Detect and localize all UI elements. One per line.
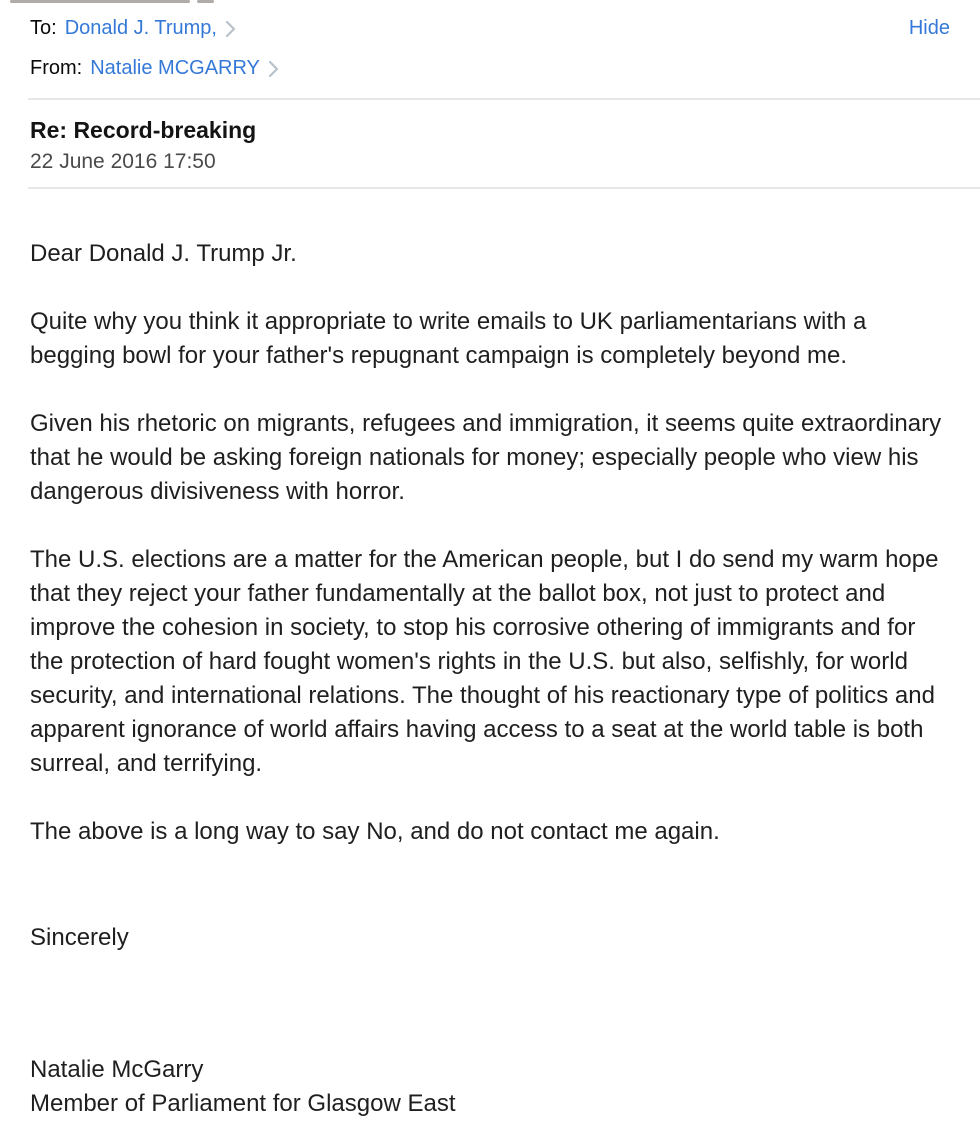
sender-contact-link[interactable]: Natalie MCGARRY — [90, 56, 260, 79]
from-row — [30, 48, 950, 88]
cropped-content-artifact — [197, 0, 214, 3]
chevron-right-icon[interactable] — [268, 60, 279, 78]
to-label: To: — [30, 16, 57, 39]
date-line: 22 June 2016 17:50 — [30, 150, 216, 173]
paragraph: Quite why you think it appropriate to write emails to UK parliamentarians with a begging bowl for your father's repugnant campaign is completely beyond me. — [30, 308, 867, 369]
paragraph: Given his rhetoric on migrants, refugees and immigration, it seems quite extraordinary that he would be asking foreign nationals for money; especially people who view his dangerous divisiveness with horror. — [30, 410, 942, 505]
hide-button[interactable]: Hide — [908, 16, 950, 39]
chevron-right-icon[interactable] — [225, 20, 236, 38]
email-body — [0, 189, 980, 1121]
email-header — [0, 0, 980, 88]
signature-name: Natalie McGarry — [30, 1056, 204, 1083]
subject-block — [0, 100, 980, 187]
cropped-content-artifact — [10, 0, 190, 3]
recipient-contact-link[interactable]: Donald J. Trump, — [64, 16, 217, 39]
paragraph: The U.S. elections are a matter for the American people, but I do send my warm hope that they reject your father fundamentally at the ballot box, not just to protect and improve the cohesion in society, to stop his corrosive othering of immigrants and for the protection of hard fought women's rights in the U.S. but also, selfishly, for world security, and international relations. The thought of his reactionary type of politics and apparent ignorance of world affairs having access to a seat at the world table is both surreal, and terrifying. — [30, 546, 939, 777]
paragraph: The above is a long way to say No, and do not contact me again. — [30, 818, 720, 845]
paragraph-greeting: Dear Donald J. Trump Jr. — [30, 240, 297, 267]
signature-role: Member of Parliament for Glasgow East — [30, 1090, 456, 1117]
signoff: Sincerely — [30, 924, 129, 951]
subject-line: Re: Record-breaking — [30, 117, 257, 143]
to-row — [30, 8, 950, 48]
from-label: From: — [30, 56, 83, 79]
